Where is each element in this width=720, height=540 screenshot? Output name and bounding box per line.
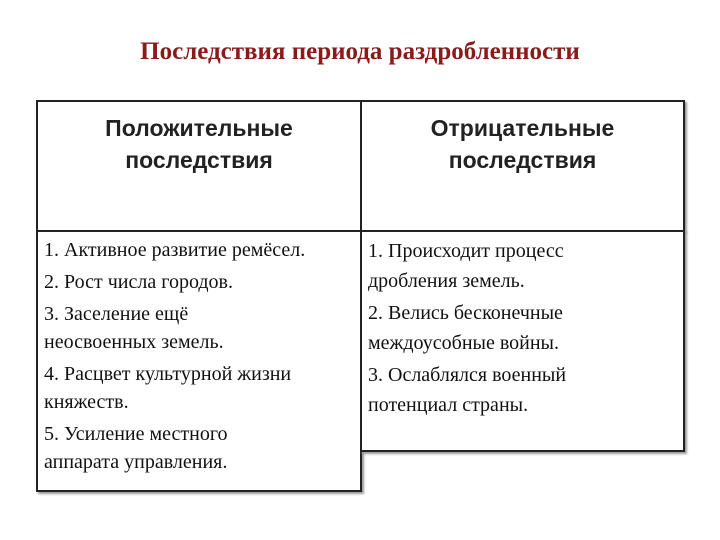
negative-header-line: Отрицательные — [430, 115, 615, 141]
negative-header — [362, 112, 683, 176]
list-item-text: 1. Происходит процесс — [368, 240, 564, 262]
positive-header-line: Положительные — [105, 115, 293, 141]
list-item — [368, 236, 679, 296]
list-item-text: аппарата управления. — [44, 451, 228, 473]
list-item — [368, 360, 679, 420]
negative-header-cell — [360, 100, 685, 232]
list-item — [44, 300, 356, 356]
list-item — [44, 420, 356, 476]
list-item — [44, 268, 356, 296]
list-item-text: княжеств. — [44, 391, 129, 413]
list-item-text: 1. Активное развитие ремёсел. — [44, 239, 306, 261]
list-item-text: 2. Велись бесконечные — [368, 302, 563, 324]
list-item-text: 4. Расцвет культурной жизни — [44, 363, 292, 385]
list-item-text: 5. Усиление местного — [44, 423, 228, 445]
list-item-text: дробления земель. — [368, 270, 525, 292]
positive-header-cell — [36, 100, 362, 232]
list-item-text: неосвоенных земель. — [44, 331, 224, 353]
negative-list-cell — [360, 230, 685, 452]
list-item — [44, 236, 356, 264]
slide-title: Последствия периода раздробленности — [140, 38, 580, 65]
list-item-text: 3. Заселение ещё — [44, 303, 189, 325]
list-item-text: 2. Рост числа городов. — [44, 271, 233, 293]
positive-list-cell — [36, 230, 362, 492]
list-item — [368, 298, 679, 358]
list-item-text: междоусобные войны. — [368, 332, 559, 354]
list-item-text: потенциал страны. — [368, 394, 529, 416]
positive-list — [44, 236, 356, 480]
list-item-text: 3. Ослаблялся военный — [368, 364, 567, 386]
positive-header-line: последствия — [125, 147, 273, 173]
positive-header — [38, 112, 360, 176]
negative-list — [368, 236, 679, 422]
list-item — [44, 360, 356, 416]
negative-header-line: последствия — [448, 147, 597, 173]
